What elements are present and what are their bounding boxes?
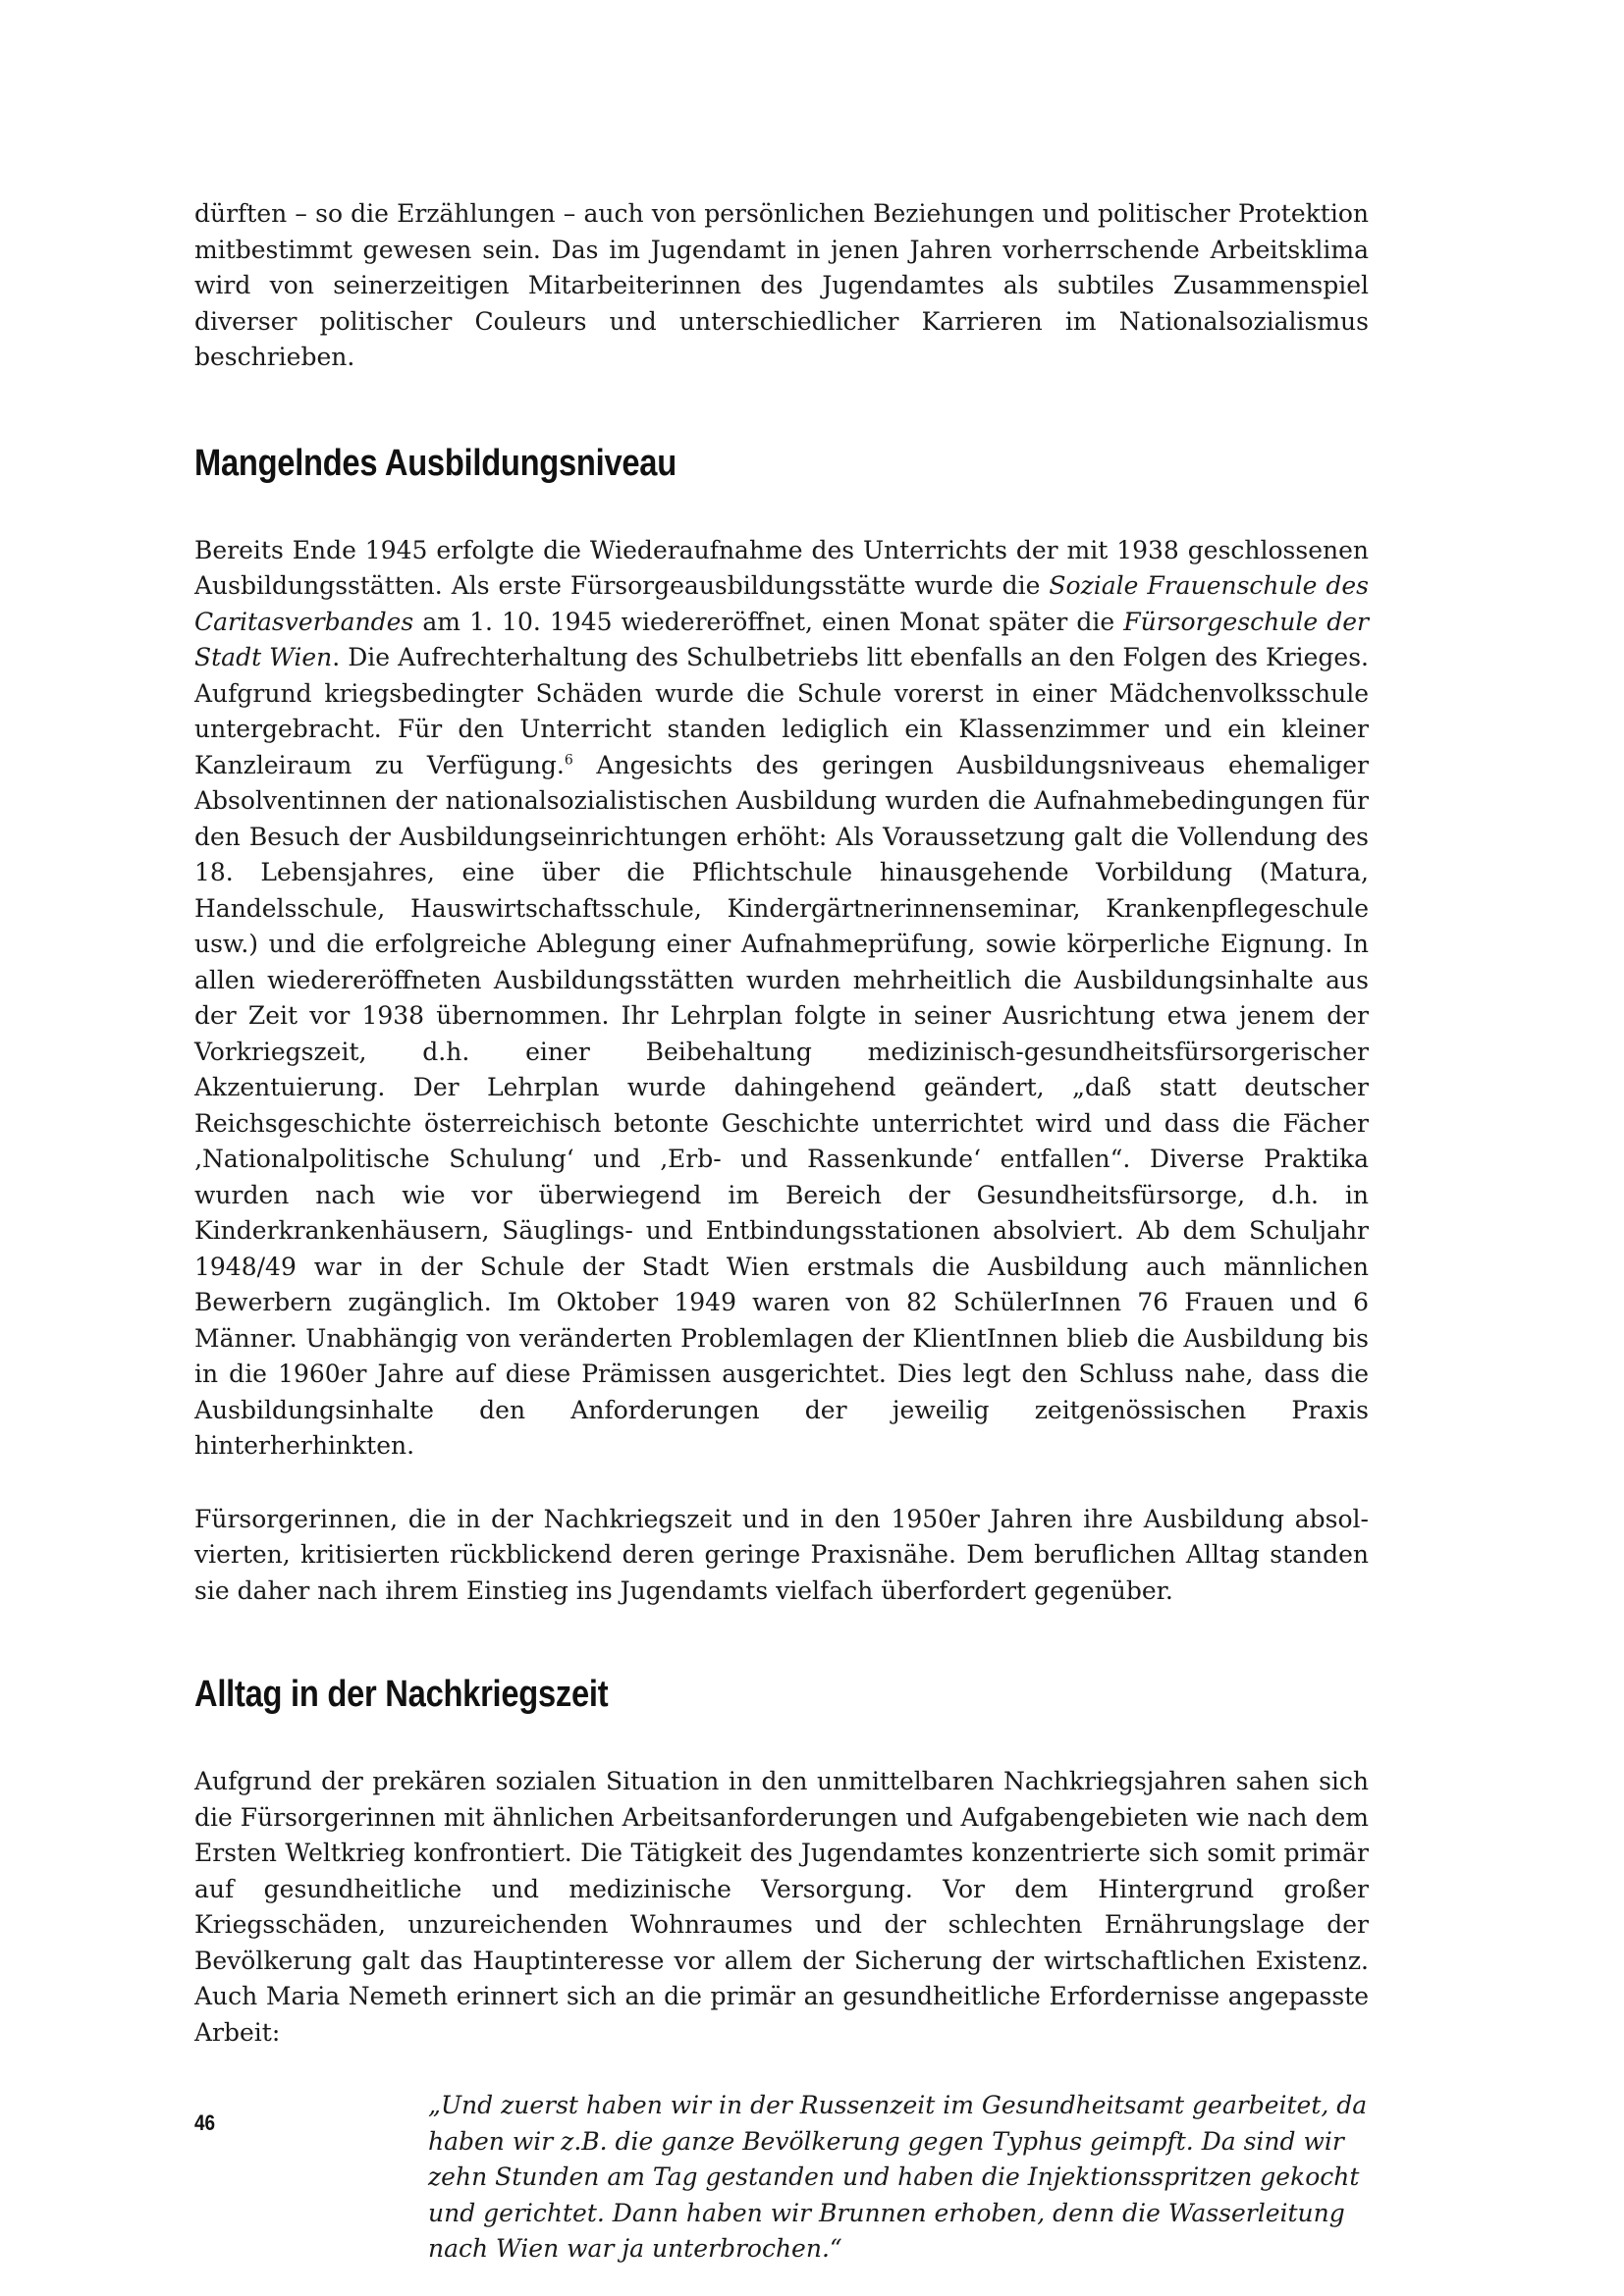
section-heading-nachkriegszeit: Alltag in der Nachkriegszeit bbox=[194, 1674, 609, 1715]
text-segment: Bereits Ende 1945 erfolgte die Wiederaufnahme des Unterrichts der mit 1938 geschlossenen Ausbildungsstätten. Als erste Fürsorgeausbildungsstätte wurde die bbox=[194, 535, 1369, 600]
body-paragraph-intro: dürften – so die Erzählungen – auch von persönlichen Beziehungen und politischer Protektion mitbestimmt gewesen sein. Das im Jugendamt in jenen Jahren vorherrschende Arbeitsklima wird von seinerzeitigen Mitarbeiterinnen des Jugendamtes als subtiles Zusammenspiel diverser politischer Couleurs und unterschiedlicher Karrieren im Nationalsozialismus beschrieben. bbox=[194, 199, 1369, 371]
page-number: 46 bbox=[194, 2110, 216, 2135]
body-paragraph-nachkriegszeit: Aufgrund der prekären sozialen Situation in den unmittelbaren Nachkriegsjahren sahen sich die Fürsorgerinnen mit ähnlichen Arbeitsanforderungen und Aufgabengebieten wie nach dem Ersten Weltkrieg konfrontiert. Die Tätigkeit des Jugendamtes konzentrierte sich somit primär auf gesundheitliche und medizinische Versorgung. Vor dem Hintergrund großer Kriegsschäden, unzureichenden Wohnraumes und der schlechten Ernährungslage der Bevölkerung galt das Hauptinteresse vor allem der Sicherung der wirtschaftlichen Existenz. Auch Maria Nemeth erinnert sich an die primär an gesundheitliche Erfordernisse angepasste Arbeit: bbox=[194, 1767, 1369, 2047]
footnote-marker: 6 bbox=[564, 752, 573, 769]
body-paragraph-praxisnaehe: Fürsorgerinnen, die in der Nachkriegszeit und in den 1950er Jahren ihre Ausbildung absolvierten, kritisierten rückblickend deren geringe Praxisnähe. Dem beruflichen Alltag standen sie daher nach ihrem Einstieg ins Jugendamts vielfach überfordert gegenüber. bbox=[194, 1504, 1369, 1605]
page-content bbox=[194, 196, 1369, 2268]
text-segment: . Die Aufrechterhaltung des Schulbetriebs litt ebenfalls an den Folgen des Krieges. Aufgrund kriegsbedingter Schäden wurde die Schule vorerst in einer Mädchenvolksschule untergebracht. Für den Unterricht standen lediglich ein Klassenzimmer und ein kleiner Kanzleiraum zu Verfügung. bbox=[194, 643, 1369, 779]
body-paragraph-ausbildung bbox=[194, 533, 1369, 1465]
text-segment: am 1. 10. 1945 wiedereröffnet, einen Monat später die bbox=[413, 607, 1124, 636]
emphasis-school-name: Fürsorgeschule der Stadt Wien bbox=[194, 607, 1369, 671]
text-segment: Angesichts des geringen Ausbildungsniveaus ehemaliger Absolventinnen der nationalsozialistischen Ausbildung wurden die Aufnahmebedingungen für den Besuch der Ausbildungseinrichtungen erhöht: Als Voraussetzung galt die Vollendung des 18. Lebensjahres, eine über die Pflichtschule hinausgehende Vorbildung (Matura, Handelsschule, Hauswirtschaftsschule, Kindergärtnerinnenseminar, Krankenpflegeschule usw.) und die erfolgreiche Ablegung einer Aufnahmeprüfung, sowie körperliche Eignung. In allen wiedereröffneten Ausbildungsstätten wurden mehrheitlich die Ausbildungsinhalte aus der Zeit vor 1938 übernommen. Ihr Lehrplan folgte in seiner Ausrichtung etwa jenem der Vorkriegszeit, d.h. einer Beibehaltung medizinisch-gesundheitsfürsorgerischer Akzentuierung. Der Lehrplan wurde dahingehend geändert, „daß statt deutscher Reichsgeschichte österreichisch betonte Geschichte unterrichtet wird und dass die Fächer ‚Nationalpolitische Schulung‘ und ‚Erb- und Rassenkunde‘ entfallen“. Diverse Praktika wurden nach wie vor überwiegend im Bereich der Gesundheitsfürsorge, d.h. in Kinderkrankenhäusern, Säuglings- und Entbindungsstationen absolviert. Ab dem Schuljahr 1948/49 war in der Schule der Stadt Wien erstmals die Ausbildung auch männlichen Bewerbern zugänglich. Im Oktober 1949 waren von 82 SchülerInnen 76 Frauen und 6 Männer. Unabhängig von veränderten Problemlagen der KlientInnen blieb die Ausbildung bis in die 1960er Jahre auf diese Prämissen ausgerichtet. Dies legt den Schluss nahe, dass die Ausbildungsinhalte den Anforderungen der jeweilig zeitgenössischen Praxis hinterherhinkten. bbox=[194, 750, 1369, 1460]
emphasis-school-name: Soziale Frauenschule des Caritasverbandes bbox=[194, 571, 1369, 636]
block-quote: „Und zuerst haben wir in der Russenzeit im Gesundheitsamt gearbeitet, da haben wir z.B. die ganze Bevölkerung gegen Typhus geimpft. Da sind wir zehn Stunden am Tag gestanden und haben die Injektionsspritzen gekocht und gerichtet. Dann haben wir Brunnen erhoben, denn die Wasserleitung nach Wien war ja unterbrochen.“ bbox=[428, 2091, 1368, 2263]
section-heading-ausbildungsniveau: Mangelndes Ausbildungsniveau bbox=[194, 442, 677, 484]
